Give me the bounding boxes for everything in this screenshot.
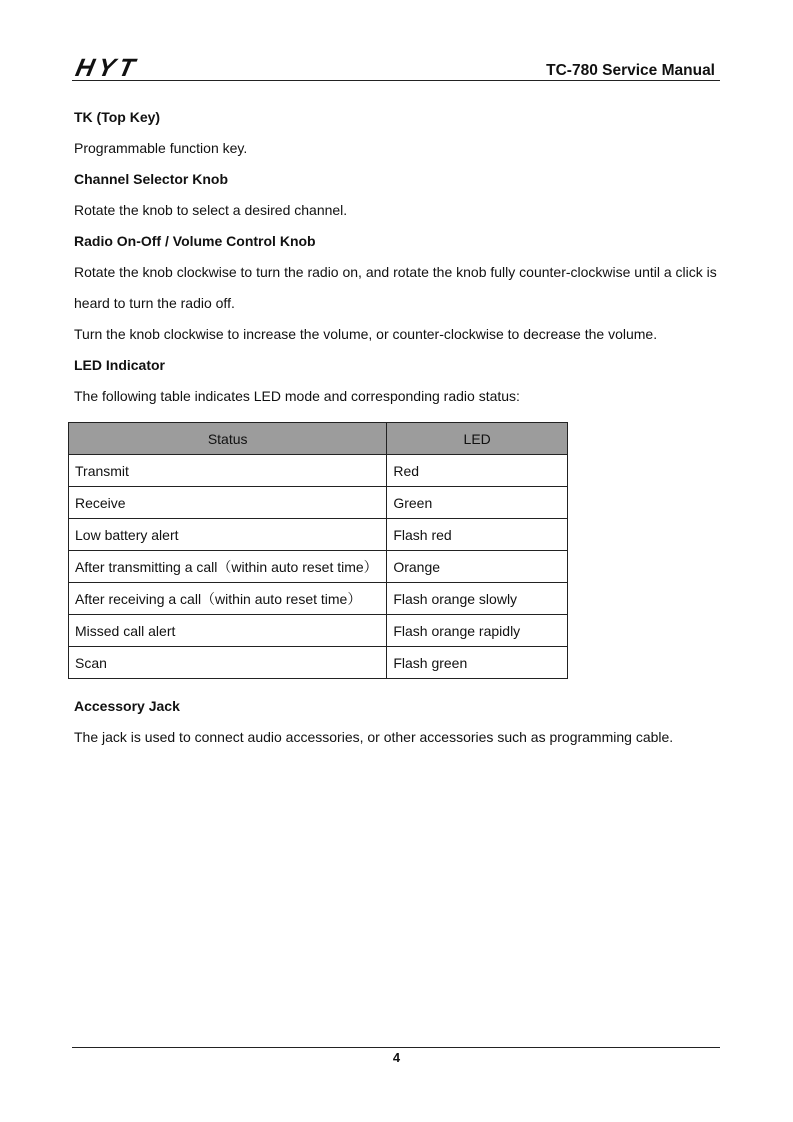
table-row <box>69 455 568 487</box>
heading-volume-knob: Radio On-Off / Volume Control Knob <box>74 233 316 249</box>
status-cell: After transmitting a call（within auto reset time） <box>69 551 387 583</box>
status-cell: Transmit <box>69 455 387 487</box>
status-cell: Missed call alert <box>69 615 387 647</box>
status-cell: Scan <box>69 647 387 679</box>
heading-top-key: TK (Top Key) <box>74 109 161 125</box>
led-cell: Flash orange rapidly <box>387 615 568 647</box>
document-title: TC-780 Service Manual <box>546 62 715 79</box>
heading-channel-selector: Channel Selector Knob <box>74 171 229 187</box>
table-header-row <box>69 423 568 455</box>
led-cell: Flash orange slowly <box>387 583 568 615</box>
page-content <box>74 102 720 753</box>
paragraph-volume-adjust: Turn the knob clockwise to increase the volume, or counter-clockwise to decrease the volume. <box>74 326 658 342</box>
footer-divider <box>72 1047 720 1048</box>
table-row <box>69 519 568 551</box>
table-row <box>69 615 568 647</box>
header-divider <box>72 80 720 81</box>
column-header-led: LED <box>387 423 568 455</box>
paragraph-led-intro: The following table indicates LED mode and corresponding radio status: <box>74 388 520 404</box>
table-row <box>69 487 568 519</box>
heading-accessory-jack: Accessory Jack <box>74 698 180 714</box>
table-row <box>69 583 568 615</box>
status-cell: Low battery alert <box>69 519 387 551</box>
led-cell: Flash green <box>387 647 568 679</box>
led-status-table <box>68 422 568 679</box>
status-cell: Receive <box>69 487 387 519</box>
paragraph-channel-selector: Rotate the knob to select a desired channel. <box>74 202 348 218</box>
paragraph-accessory-jack: The jack is used to connect audio accessories, or other accessories such as programming cable. <box>74 729 674 745</box>
led-cell: Green <box>387 487 568 519</box>
hyt-logo: HYT <box>73 54 142 82</box>
paragraph-top-key: Programmable function key. <box>74 140 248 156</box>
led-cell: Flash red <box>387 519 568 551</box>
column-header-status: Status <box>69 423 387 455</box>
led-cell: Red <box>387 455 568 487</box>
paragraph-volume-power: Rotate the knob clockwise to turn the radio on, and rotate the knob fully counter-clockwise until a click is heard to turn the radio off. <box>74 264 717 311</box>
led-cell: Orange <box>387 551 568 583</box>
heading-led-indicator: LED Indicator <box>74 357 166 373</box>
status-cell: After receiving a call（within auto reset time） <box>69 583 387 615</box>
page-number: 4 <box>392 1050 401 1065</box>
table-row <box>69 551 568 583</box>
table-row <box>69 647 568 679</box>
